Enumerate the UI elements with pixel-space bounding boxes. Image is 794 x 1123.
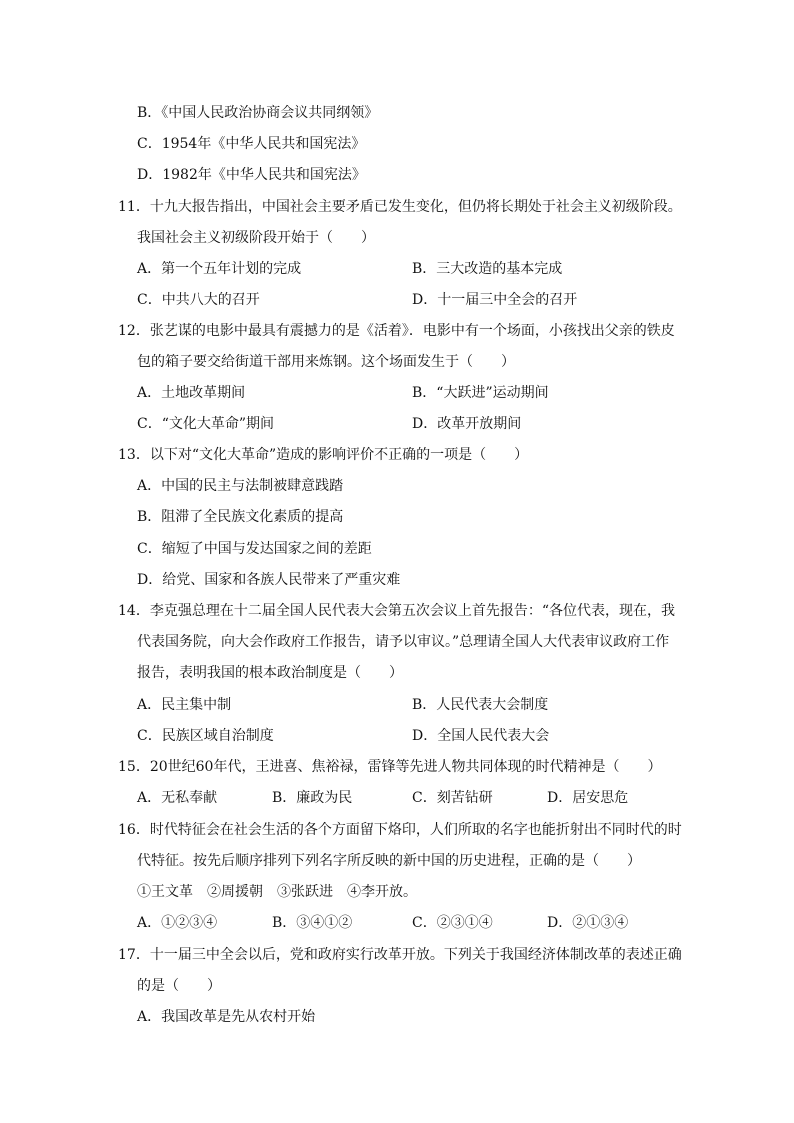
- question-16-option-a: A．①②③④: [137, 915, 218, 931]
- question-17-option-a: A．我国改革是先从农村开始: [137, 1009, 316, 1025]
- option-d: D．1982年《中华人民共和国宪法》: [137, 167, 366, 183]
- question-14-stem-cont-2: 报告，表明我国的根本政治制度是（ ）: [137, 665, 403, 681]
- question-12-option-d: D．改革开放期间: [412, 416, 522, 432]
- question-15-option-b: B．廉政为民: [272, 790, 353, 806]
- question-13-option-a: A．中国的民主与法制被肆意践踏: [137, 478, 344, 494]
- question-15-option-d: D．居安思危: [547, 790, 629, 806]
- question-14-stem-cont-1: 代表国务院，向大会作政府工作报告，请予以审议。”总理请全国人大代表审议政府工作: [137, 634, 670, 650]
- question-11-option-c: C．中共八大的召开: [137, 292, 260, 308]
- question-12-stem-cont: 包的箱子要交给街道干部用来炼钢。这个场面发生于（ ）: [137, 354, 515, 370]
- question-13-option-c: C．缩短了中国与发达国家之间的差距: [137, 541, 372, 557]
- question-15-option-a: A．无私奉献: [137, 790, 218, 806]
- question-12-option-a: A．土地改革期间: [137, 385, 246, 401]
- question-13-stem: 13．以下对“文化大革命”造成的影响评价不正确的一项是（ ）: [118, 447, 529, 463]
- question-16-stem: 16．时代特征会在社会生活的各个方面留下烙印，人们所取的名字也能折射出不同时代的时: [118, 822, 682, 838]
- question-12-option-c: C．“文化大革命”期间: [137, 416, 275, 432]
- question-14-option-a: A．民主集中制: [137, 697, 232, 713]
- question-11-option-a: A．第一个五年计划的完成: [137, 261, 302, 277]
- question-13-option-d: D．给党、国家和各族人民带来了严重灾难: [137, 572, 401, 588]
- question-14-option-d: D．全国人民代表大会: [412, 728, 550, 744]
- question-16-stem-cont: 代特征。按先后顺序排列下列名字所反映的新中国的历史进程，正确的是（ ）: [137, 853, 641, 869]
- question-15-stem: 15．20世纪60年代，王进喜、焦裕禄，雷锋等先进人物共同体现的时代精神是（ ）: [118, 759, 662, 775]
- question-16-names: ①王文革 ②周援朝 ③张跃进 ④李开放。: [137, 884, 417, 900]
- question-11-option-d: D．十一届三中全会的召开: [412, 292, 578, 308]
- question-11-option-b: B．三大改造的基本完成: [412, 261, 563, 277]
- question-12-stem: 12．张艺谋的电影中最具有震撼力的是《活着》．电影中有一个场面，小孩找出父亲的铁皮: [118, 323, 675, 339]
- question-17-stem: 17．十一届三中全会以后，党和政府实行改革开放。下列关于我国经济体制改革的表述正确: [118, 947, 682, 963]
- question-14-option-c: C．民族区域自治制度: [137, 728, 274, 744]
- question-14-stem: 14．李克强总理在十二届全国人民代表大会第五次会议上首先报告：“各位代表，现在，我: [118, 603, 675, 619]
- question-16-option-c: C．②③①④: [412, 915, 493, 931]
- option-b: B．《中国人民政治协商会议共同纲领》: [137, 105, 379, 121]
- question-11-stem-cont: 我国社会主义初级阶段开始于（ ）: [137, 230, 375, 246]
- question-17-stem-cont: 的是（ ）: [137, 978, 221, 994]
- question-13-option-b: B．阻滞了全民族文化素质的提高: [137, 509, 344, 525]
- question-16-option-b: B．③④①②: [272, 915, 353, 931]
- question-16-option-d: D．②①③④: [547, 915, 629, 931]
- question-14-option-b: B．人民代表大会制度: [412, 697, 549, 713]
- question-15-option-c: C．刻苦钻研: [412, 790, 493, 806]
- question-11-stem: 11．十九大报告指出，中国社会主要矛盾已发生变化，但仍将长期处于社会主义初级阶段。: [118, 199, 682, 215]
- option-c: C．1954年《中华人民共和国宪法》: [137, 136, 366, 152]
- question-12-option-b: B．“大跃进”运动期间: [412, 385, 549, 401]
